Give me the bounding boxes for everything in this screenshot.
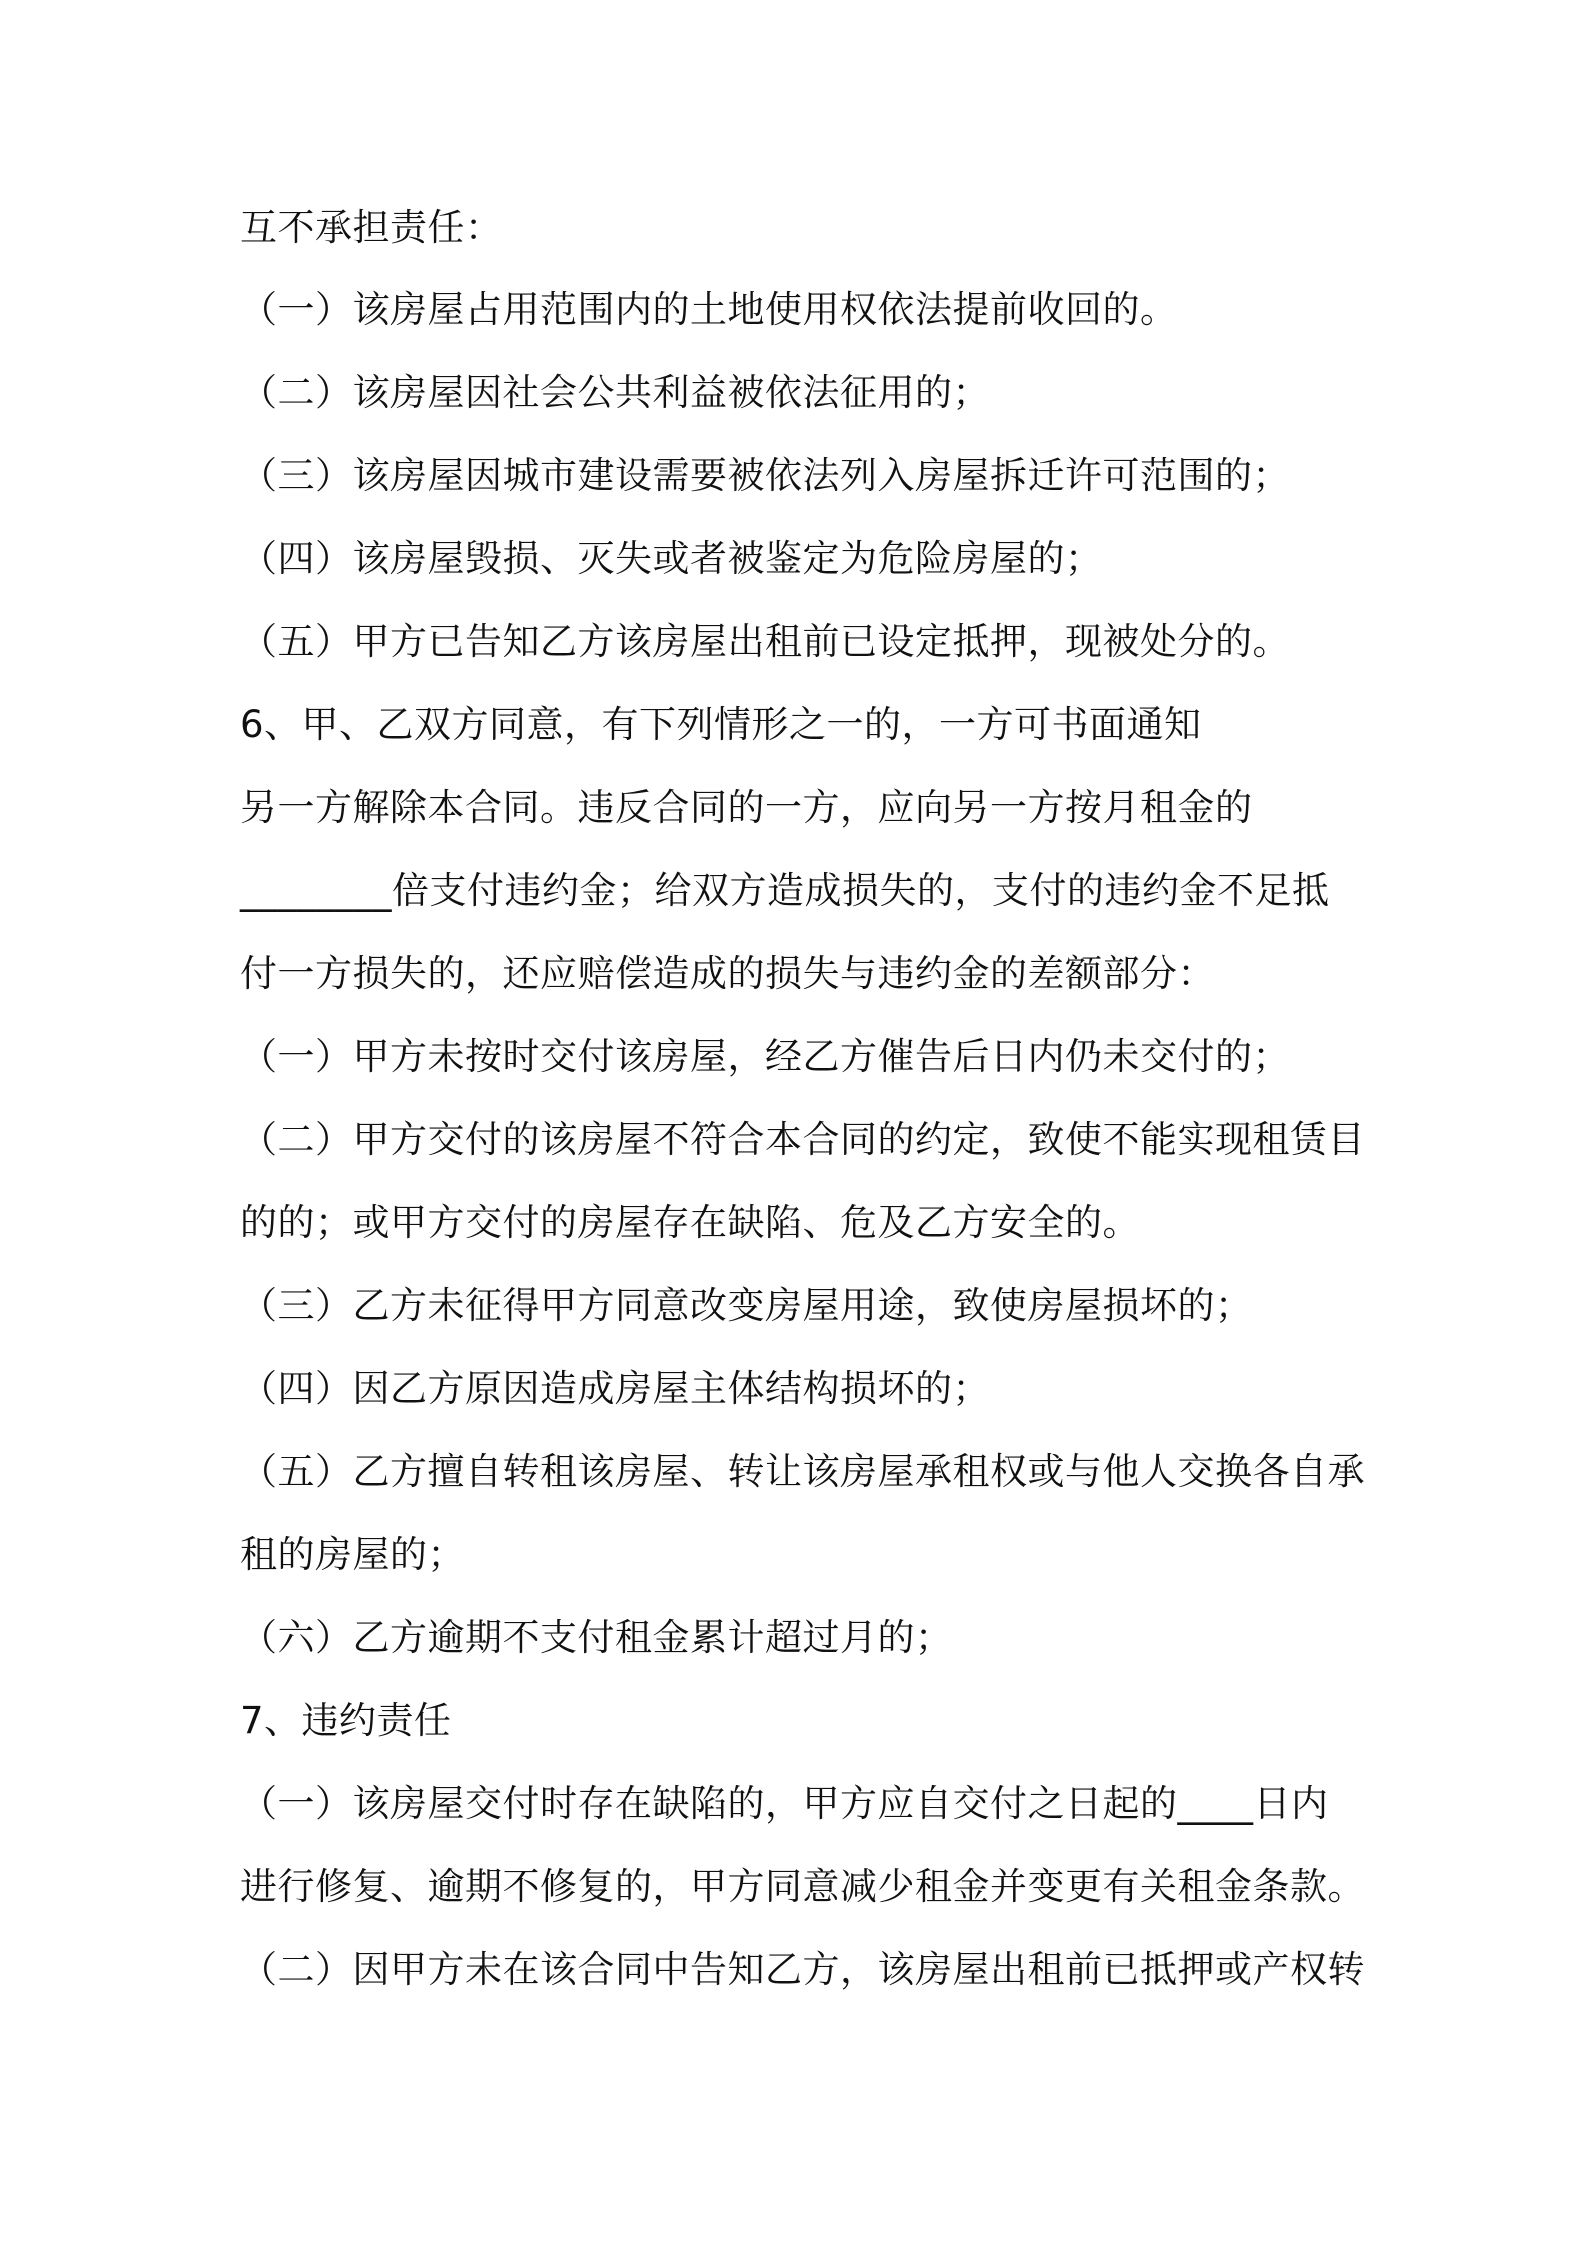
text-line: （二）该房屋因社会公共利益被依法征用的； <box>240 371 990 414</box>
text-line: （六）乙方逾期不支付租金累计超过月的； <box>240 1616 953 1659</box>
text-line: 另一方解除本合同。违反合同的一方，应向另一方按月租金的 <box>240 786 1253 829</box>
text-line: 的的；或甲方交付的房屋存在缺陷、危及乙方安全的。 <box>240 1201 1140 1244</box>
text-line: （五）乙方擅自转租该房屋、转让该房屋承租权或与他人交换各自承 <box>240 1450 1365 1493</box>
text-line: （五）甲方已告知乙方该房屋出租前已设定抵押，现被处分的。 <box>240 620 1290 663</box>
text-line: （一）甲方未按时交付该房屋，经乙方催告后日内仍未交付的； <box>240 1035 1290 1078</box>
text-line: （三）乙方未征得甲方同意改变房屋用途，致使房屋损坏的； <box>240 1284 1253 1327</box>
text-line: 7、违约责任 <box>240 1699 452 1742</box>
text-line: （二）因甲方未在该合同中告知乙方，该房屋出租前已抵押或产权转 <box>240 1948 1365 1991</box>
text-line: （四）因乙方原因造成房屋主体结构损坏的； <box>240 1367 990 1410</box>
text-line: 6、甲、乙双方同意，有下列情形之一的，一方可书面通知 <box>240 703 1202 746</box>
text-line: （一）该房屋交付时存在缺陷的，甲方应自交付之日起的____日内 <box>240 1782 1329 1825</box>
text-line: 租的房屋的； <box>240 1533 465 1576</box>
text-line: 互不承担责任： <box>240 206 503 249</box>
text-line: ________倍支付违约金；给双方造成损失的，支付的违约金不足抵 <box>240 869 1330 912</box>
text-line: （四）该房屋毁损、灭失或者被鉴定为危险房屋的； <box>240 537 1103 580</box>
text-line: （三）该房屋因城市建设需要被依法列入房屋拆迁许可范围的； <box>240 454 1290 497</box>
text-line: 进行修复、逾期不修复的，甲方同意减少租金并变更有关租金条款。 <box>240 1865 1365 1908</box>
text-line: 付一方损失的，还应赔偿造成的损失与违约金的差额部分： <box>240 952 1215 995</box>
text-line: （二）甲方交付的该房屋不符合本合同的约定，致使不能实现租赁目 <box>240 1118 1365 1161</box>
text-line: （一）该房屋占用范围内的土地使用权依法提前收回的。 <box>240 288 1178 331</box>
